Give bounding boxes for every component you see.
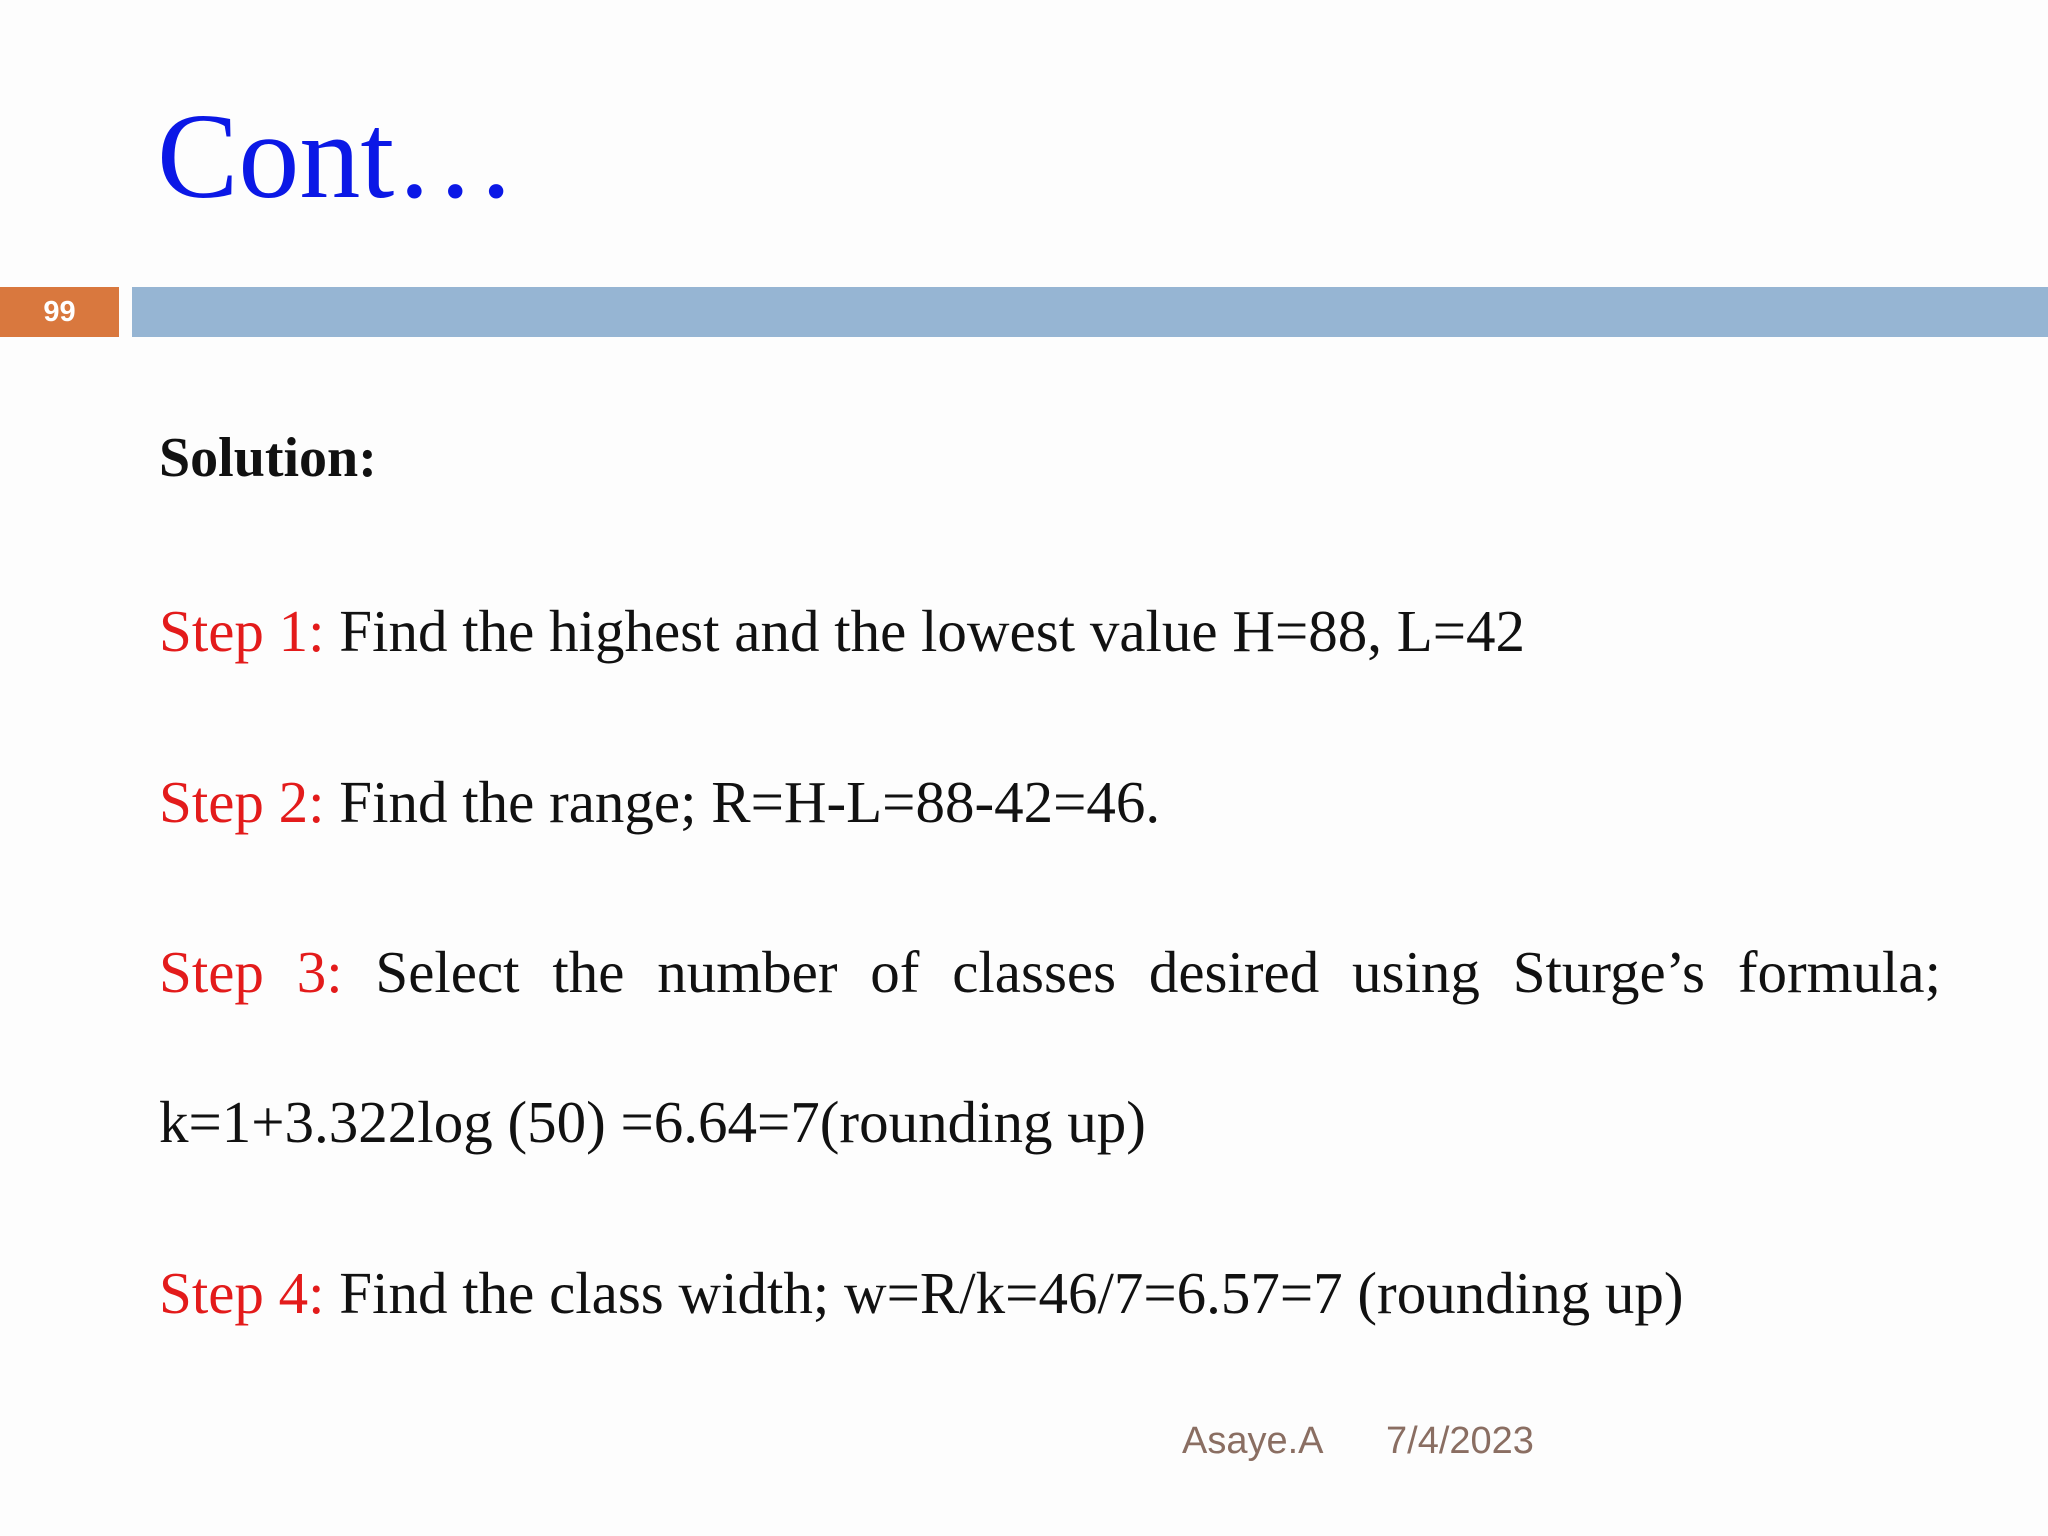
step-2-label: Step 2: <box>159 769 325 835</box>
step-1 <box>159 596 1525 667</box>
step-4-text: Find the class width; w=R/k=46/7=6.57=7 (rounding up) <box>324 1260 1684 1326</box>
sturges-formula: k=1+3.322log (50) =6.64=7(rounding up) <box>159 1089 1146 1155</box>
step-1-label: Step 1: <box>159 598 325 664</box>
step-3 <box>159 937 1941 1008</box>
slide-title: Cont… <box>157 89 517 224</box>
step-1-text: Find the highest and the lowest value H=88, L=42 <box>324 598 1526 664</box>
step-3-text: Select the number of classes desired using Sturge’s formula; <box>342 939 1941 1005</box>
slide-number-bar <box>0 287 119 337</box>
title-accent-bar <box>132 287 2048 337</box>
step-4-label: Step 4: <box>159 1260 325 1326</box>
footer-date: 7/4/2023 <box>1386 1420 1534 1462</box>
footer-author: Asaye.A <box>1182 1420 1324 1462</box>
slide-number: 99 <box>43 296 76 328</box>
step-2-text: Find the range; R=H-L=88-42=46. <box>324 769 1161 835</box>
solution-heading: Solution: <box>159 427 377 489</box>
step-4 <box>159 1258 1683 1329</box>
step-2 <box>159 767 1160 838</box>
step-3-label: Step 3: <box>159 939 343 1005</box>
